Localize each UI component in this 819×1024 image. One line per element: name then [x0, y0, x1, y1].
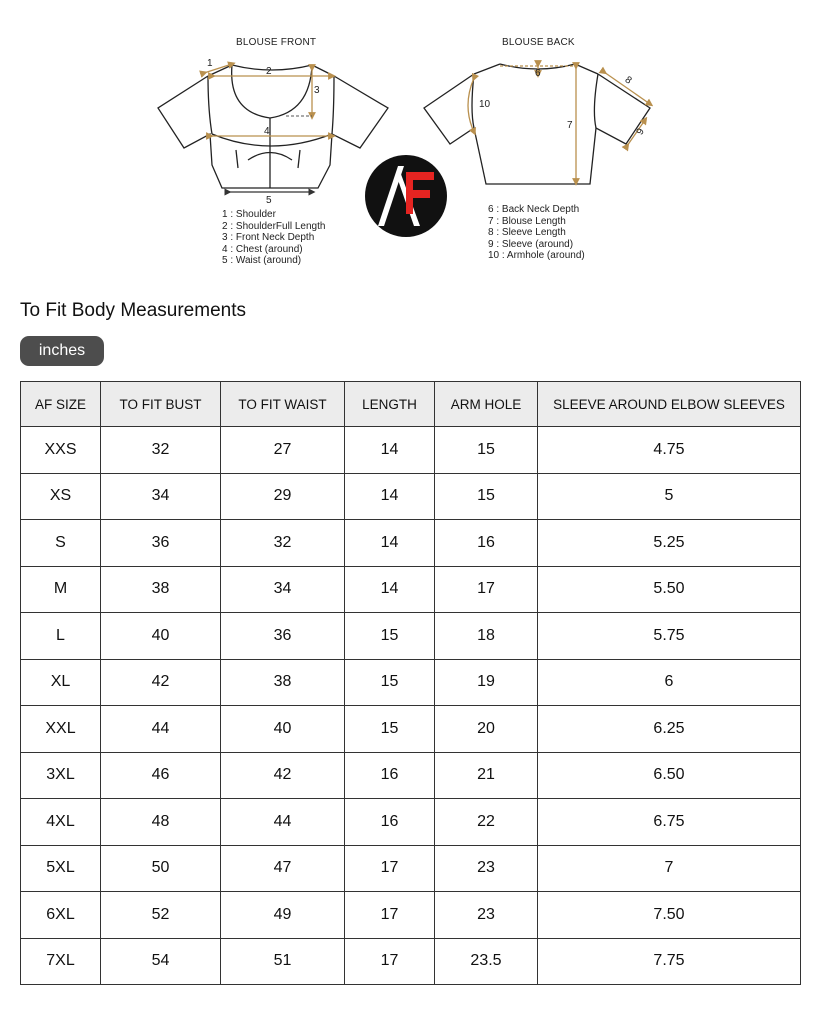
table-cell: 15 — [435, 427, 538, 474]
size-chart-table — [20, 381, 801, 985]
table-cell: 4XL — [21, 799, 101, 846]
table-cell: 7.50 — [538, 892, 801, 939]
table-cell: 47 — [221, 845, 345, 892]
table-cell: 15 — [345, 659, 435, 706]
table-cell: 40 — [101, 613, 221, 660]
table-row — [21, 752, 801, 799]
table-cell: 19 — [435, 659, 538, 706]
blouse-back-title: BLOUSE BACK — [502, 37, 575, 48]
table-cell: 6 — [538, 659, 801, 706]
table-cell: 36 — [221, 613, 345, 660]
back-label-7: 7 — [567, 120, 573, 131]
table-cell: 17 — [345, 938, 435, 985]
table-header-row — [21, 382, 801, 427]
section-title: To Fit Body Measurements — [20, 300, 246, 321]
table-cell: 29 — [221, 473, 345, 520]
table-cell: 15 — [345, 706, 435, 753]
front-label-3: 3 — [314, 85, 320, 96]
blouse-front-sketch — [158, 65, 388, 188]
front-label-4: 4 — [264, 126, 270, 137]
table-cell: XXL — [21, 706, 101, 753]
back-label-6: 6 — [535, 68, 541, 79]
table-cell: 16 — [435, 520, 538, 567]
blouse-back-sketch — [424, 64, 650, 184]
table-cell: 7.75 — [538, 938, 801, 985]
table-row — [21, 473, 801, 520]
back-legend-item: 7 : Blouse Length — [488, 215, 566, 227]
table-cell: XS — [21, 473, 101, 520]
back-legend-item: 9 : Sleeve (around) — [488, 238, 574, 250]
front-legend-item: 3 : Front Neck Depth — [222, 232, 315, 244]
table-cell: 6XL — [21, 892, 101, 939]
table-cell: L — [21, 613, 101, 660]
front-legend-item: 2 : ShoulderFull Length — [222, 220, 326, 232]
table-cell: 44 — [221, 799, 345, 846]
table-cell: 14 — [345, 427, 435, 474]
table-cell: 4.75 — [538, 427, 801, 474]
back-legend-item: 8 : Sleeve Length — [488, 227, 566, 239]
back-label-8: 8 — [622, 74, 634, 87]
table-cell: 23.5 — [435, 938, 538, 985]
table-cell: 23 — [435, 892, 538, 939]
table-cell: 32 — [101, 427, 221, 474]
table-cell: 16 — [345, 799, 435, 846]
header-length: LENGTH — [345, 382, 435, 427]
front-legend-item: 5 : Waist (around) — [222, 255, 302, 267]
table-cell: 17 — [345, 845, 435, 892]
table-cell: 15 — [435, 473, 538, 520]
table-cell: 42 — [101, 659, 221, 706]
table-row — [21, 845, 801, 892]
table-cell: 14 — [345, 473, 435, 520]
table-cell: 23 — [435, 845, 538, 892]
table-row — [21, 613, 801, 660]
table-cell: 5XL — [21, 845, 101, 892]
table-cell: 5 — [538, 473, 801, 520]
front-legend-item: 1 : Shoulder — [222, 209, 276, 220]
measurement-diagram — [0, 0, 819, 290]
front-label-2: 2 — [266, 66, 272, 77]
table-cell: XL — [21, 659, 101, 706]
back-legend-item: 6 : Back Neck Depth — [488, 204, 580, 215]
table-cell: 32 — [221, 520, 345, 567]
table-row — [21, 938, 801, 985]
table-cell: 54 — [101, 938, 221, 985]
table-row — [21, 799, 801, 846]
header-af-size: AF SIZE — [21, 382, 101, 427]
table-cell: 50 — [101, 845, 221, 892]
table-cell: 14 — [345, 520, 435, 567]
table-cell: 22 — [435, 799, 538, 846]
table-cell: 36 — [101, 520, 221, 567]
header-arm-hole: ARM HOLE — [435, 382, 538, 427]
back-legend — [488, 204, 585, 262]
table-cell: 5.25 — [538, 520, 801, 567]
table-cell: 48 — [101, 799, 221, 846]
blouse-sketch — [0, 0, 819, 290]
header-to-fit-bust: TO FIT BUST — [101, 382, 221, 427]
table-cell: 18 — [435, 613, 538, 660]
table-cell: S — [21, 520, 101, 567]
table-cell: 5.75 — [538, 613, 801, 660]
table-cell: 46 — [101, 752, 221, 799]
table-cell: 27 — [221, 427, 345, 474]
table-cell: 14 — [345, 566, 435, 613]
table-row — [21, 566, 801, 613]
table-cell: 34 — [221, 566, 345, 613]
table-cell: 6.25 — [538, 706, 801, 753]
blouse-front-title: BLOUSE FRONT — [236, 37, 317, 48]
table-cell: 49 — [221, 892, 345, 939]
table-row — [21, 659, 801, 706]
table-cell: M — [21, 566, 101, 613]
table-cell: 44 — [101, 706, 221, 753]
header-to-fit-waist: TO FIT WAIST — [221, 382, 345, 427]
table-cell: 38 — [221, 659, 345, 706]
table-cell: 7XL — [21, 938, 101, 985]
table-cell: 42 — [221, 752, 345, 799]
table-cell: 7 — [538, 845, 801, 892]
table-row — [21, 892, 801, 939]
unit-toggle-button[interactable]: inches — [20, 336, 104, 366]
table-row — [21, 706, 801, 753]
table-cell: 6.50 — [538, 752, 801, 799]
table-cell: 17 — [435, 566, 538, 613]
table-cell: 16 — [345, 752, 435, 799]
front-label-1: 1 — [207, 58, 213, 69]
table-cell: XXS — [21, 427, 101, 474]
table-row — [21, 520, 801, 567]
header-sleeve-around-elbow: SLEEVE AROUND ELBOW SLEEVES — [538, 382, 801, 427]
table-body — [21, 427, 801, 985]
table-cell: 38 — [101, 566, 221, 613]
table-cell: 21 — [435, 752, 538, 799]
table-cell: 3XL — [21, 752, 101, 799]
front-legend-item: 4 : Chest (around) — [222, 243, 303, 255]
back-label-10: 10 — [479, 99, 491, 110]
front-legend — [222, 209, 325, 267]
table-cell: 20 — [435, 706, 538, 753]
table-cell: 52 — [101, 892, 221, 939]
table-cell: 40 — [221, 706, 345, 753]
table-cell: 51 — [221, 938, 345, 985]
table-cell: 34 — [101, 473, 221, 520]
table-cell: 17 — [345, 892, 435, 939]
table-cell: 15 — [345, 613, 435, 660]
back-legend-item: 10 : Armhole (around) — [488, 250, 585, 262]
table-row — [21, 427, 801, 474]
af-logo — [365, 155, 447, 237]
table-cell: 6.75 — [538, 799, 801, 846]
front-label-5: 5 — [266, 195, 272, 206]
back-label-9: 9 — [634, 126, 647, 137]
table-cell: 5.50 — [538, 566, 801, 613]
